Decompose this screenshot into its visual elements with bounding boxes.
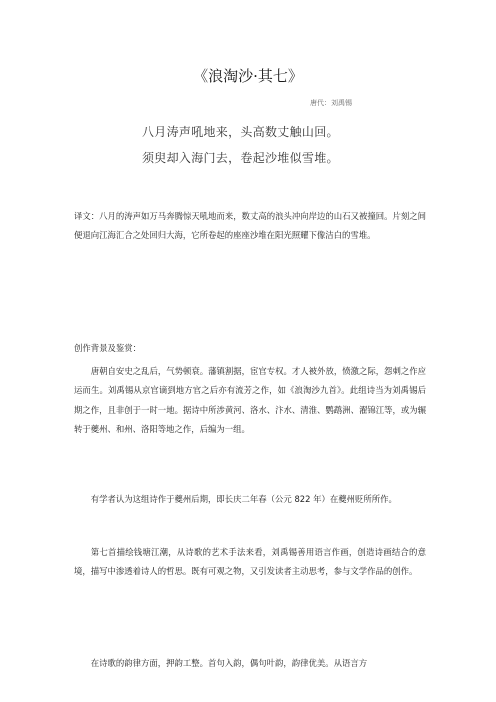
- background-paragraph-4: 在诗歌的韵律方面，押韵工整。首句入韵，偶句叶韵，韵律优美。从语言方: [90, 658, 368, 668]
- background-paragraph-1: 唐朝自安史之乱后，气势顿衰。藩镇割据，宦官专权。才人被外放，愤激之际，怨刺之作应运而生。刘禹锡从京官谪到地方官之后亦有流芳之作，如《浪淘沙九首》。此组诗当为刘禹锡后期之作，且非创于一时一地。据诗中所涉黄河、洛水、汴水、清淮、鹦鹉洲、濯锦江等，或为辗转于夔州、和州、洛阳等地之作，后编为一组。: [74, 366, 426, 434]
- background-paragraph-3: 第七首描绘钱塘江潮，从诗歌的艺术手法来看，刘禹锡善用语言作画，创造诗画结合的意境，描写中渗透着诗人的哲思。既有可观之物，又引发读者主动思考，参与文学作品的创作。: [74, 547, 426, 577]
- section-heading: 创作背景及鉴赏：: [74, 343, 141, 353]
- background-paragraph-2: 有学者认为这组诗作于夔州后期，即长庆二年春（公元 822 年）在夔州贬所所作。: [90, 494, 397, 504]
- translation-paragraph: 译文：八月的涛声如万马奔腾惊天吼地而来，数丈高的浪头冲向岸边的山石又被撞回。片刻之间便退向江海汇合之处回归大海，它所卷起的座座沙堆在阳光照耀下像洁白的雪堆。: [74, 211, 426, 241]
- poem-author: 唐代：刘禹锡: [310, 99, 352, 107]
- poem-title: 《浪淘沙·其七》: [193, 67, 303, 85]
- poem-line-2: 须臾却入海门去，卷起沙堆似雪堆。: [142, 151, 339, 165]
- poem-line-1: 八月涛声吼地来，头高数丈触山回。: [142, 125, 339, 139]
